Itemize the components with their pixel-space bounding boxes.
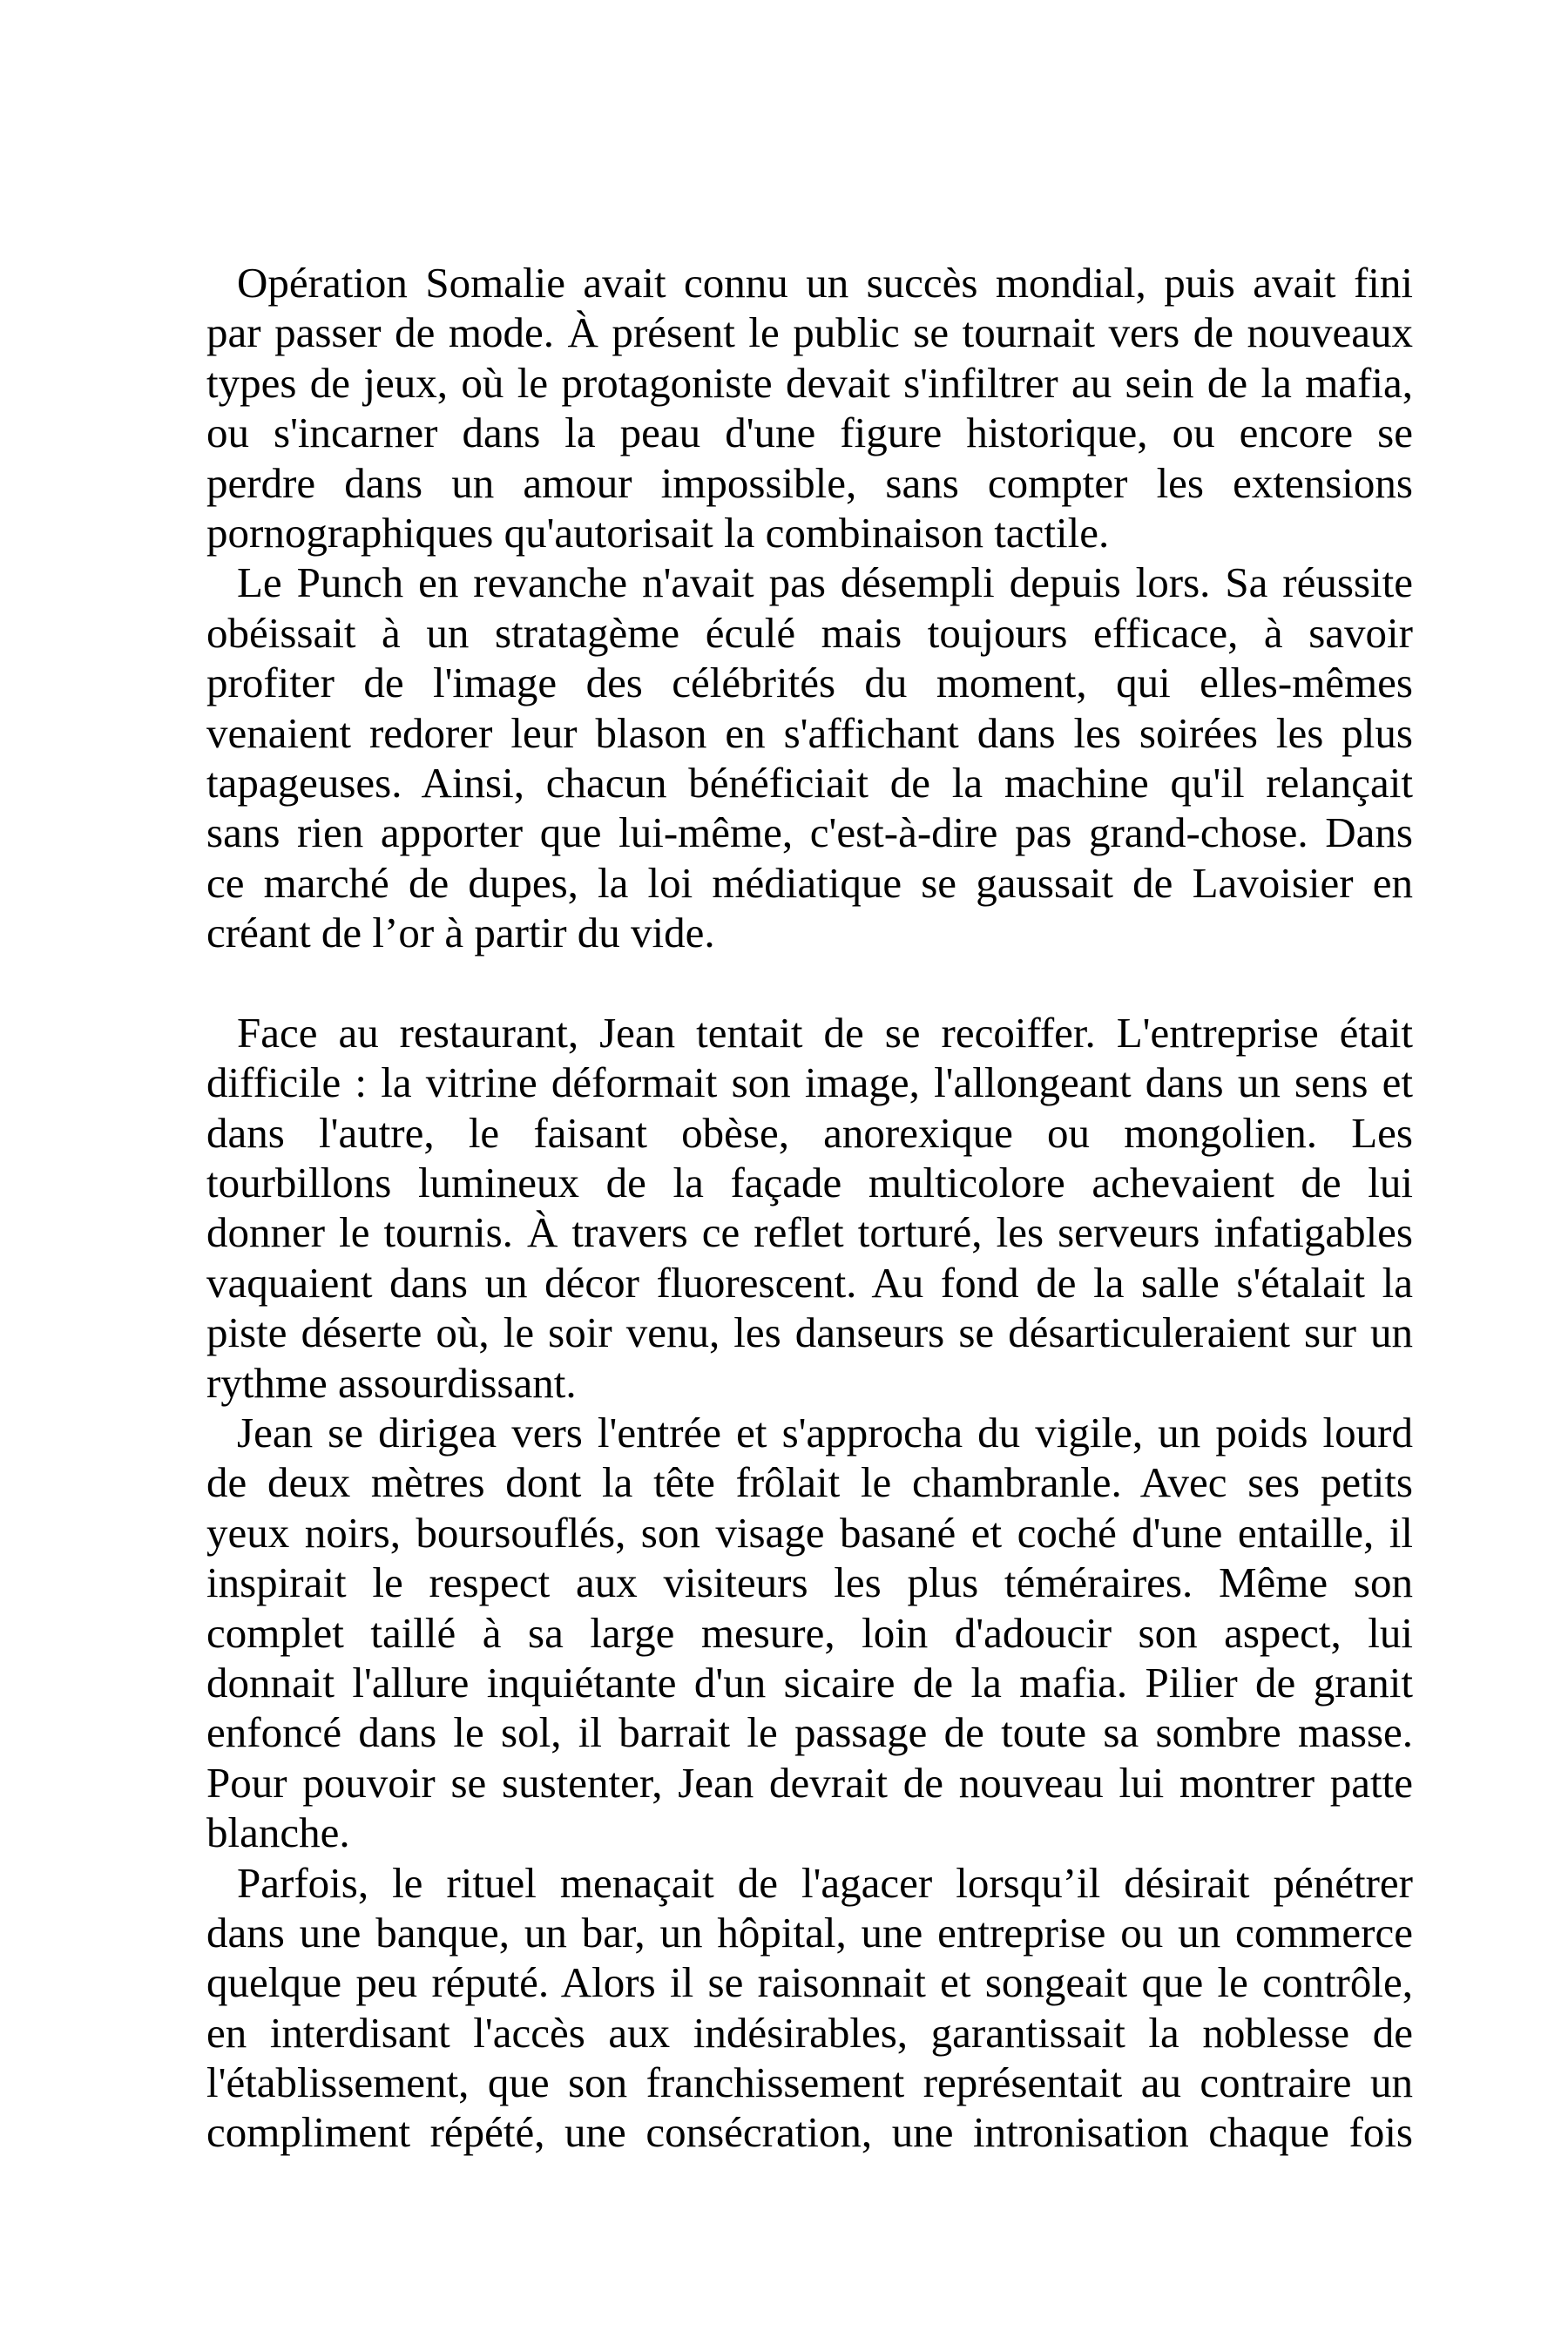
- text-line: dans l'autre, le faisant obèse, anorexique ou mongolien. Les: [206, 1108, 1413, 1157]
- text-line: piste déserte où, le soir venu, les danseurs se désarticuleraient sur un: [206, 1308, 1413, 1357]
- text-line: dans une banque, un bar, un hôpital, une entreprise ou un commerce: [206, 1908, 1413, 1957]
- text-line: profiter de l'image des célébrités du moment, qui elles-mêmes: [206, 659, 1413, 707]
- text-line: venaient redorer leur blason en s'affichant dans les soirées les plus: [206, 708, 1413, 757]
- text-line: de deux mètres dont la tête frôlait le chambranle. Avec ses petits: [206, 1458, 1413, 1507]
- text-line: enfoncé dans le sol, il barrait le passage de toute sa sombre masse.: [206, 1708, 1413, 1757]
- paragraph-5: [206, 1858, 1413, 2158]
- text-line: créant de l’or à partir du vide.: [206, 909, 715, 957]
- text-line: rythme assourdissant.: [206, 1358, 577, 1407]
- text-line: ou s'incarner dans la peau d'une figure historique, ou encore se: [206, 409, 1413, 457]
- paragraph-3: [206, 1008, 1413, 1408]
- text-line: Parfois, le rituel menaçait de l'agacer lorsqu’il désirait pénétrer: [237, 1858, 1413, 1907]
- text-line: pornographiques qu'autorisait la combinaison tactile.: [206, 508, 1110, 557]
- text-line: donner le tournis. À travers ce reflet torturé, les serveurs infatigables: [206, 1208, 1413, 1257]
- text-line: par passer de mode. À présent le public se tournait vers de nouveaux: [206, 308, 1413, 357]
- text-line: donnait l'allure inquiétante d'un sicaire de la mafia. Pilier de granit: [206, 1658, 1413, 1707]
- text-line: quelque peu réputé. Alors il se raisonnait et songeait que le contrôle,: [206, 1958, 1413, 2007]
- section-break: [206, 957, 1413, 1007]
- text-line: vaquaient dans un décor fluorescent. Au fond de la salle s'étalait la: [206, 1258, 1413, 1307]
- text-line: difficile : la vitrine déformait son image, l'allongeant dans un sens et: [206, 1058, 1413, 1107]
- body-text: [206, 258, 1413, 2158]
- text-line: complet taillé à sa large mesure, loin d'adoucir son aspect, lui: [206, 1608, 1413, 1657]
- text-line: perdre dans un amour impossible, sans compter les extensions: [206, 458, 1413, 507]
- text-line: Le Punch en revanche n'avait pas désempli depuis lors. Sa réussite: [237, 558, 1413, 607]
- text-line: Opération Somalie avait connu un succès mondial, puis avait fini: [237, 259, 1413, 307]
- text-line: en interdisant l'accès aux indésirables, garantissait la noblesse de: [206, 2008, 1413, 2057]
- text-line: obéissait à un stratagème éculé mais toujours efficace, à savoir: [206, 608, 1413, 657]
- text-line: ce marché de dupes, la loi médiatique se gaussait de Lavoisier en: [206, 858, 1413, 907]
- paragraph-4: [206, 1408, 1413, 1858]
- text-line: sans rien apporter que lui-même, c'est-à-dire pas grand-chose. Dans: [206, 808, 1413, 857]
- text-line: blanche.: [206, 1808, 350, 1857]
- text-line: compliment répété, une consécration, une intronisation chaque fois: [206, 2108, 1413, 2157]
- text-line: yeux noirs, boursouflés, son visage basané et coché d'une entaille, il: [206, 1508, 1413, 1557]
- paragraph-2: [206, 558, 1413, 957]
- text-line: types de jeux, où le protagoniste devait s'infiltrer au sein de la mafia,: [206, 358, 1413, 407]
- text-line: tourbillons lumineux de la façade multicolore achevaient de lui: [206, 1159, 1413, 1207]
- text-line: Jean se dirigea vers l'entrée et s'approcha du vigile, un poids lourd: [237, 1408, 1413, 1456]
- text-line: tapageuses. Ainsi, chacun bénéficiait de la machine qu'il relançait: [206, 758, 1413, 807]
- text-line: inspirait le respect aux visiteurs les plus téméraires. Même son: [206, 1558, 1413, 1607]
- text-line: l'établissement, que son franchissement représentait au contraire un: [206, 2058, 1413, 2107]
- text-line: Pour pouvoir se sustenter, Jean devrait de nouveau lui montrer patte: [206, 1758, 1413, 1807]
- text-line: Face au restaurant, Jean tentait de se recoiffer. L'entreprise était: [237, 1008, 1413, 1057]
- paragraph-1: [206, 258, 1413, 558]
